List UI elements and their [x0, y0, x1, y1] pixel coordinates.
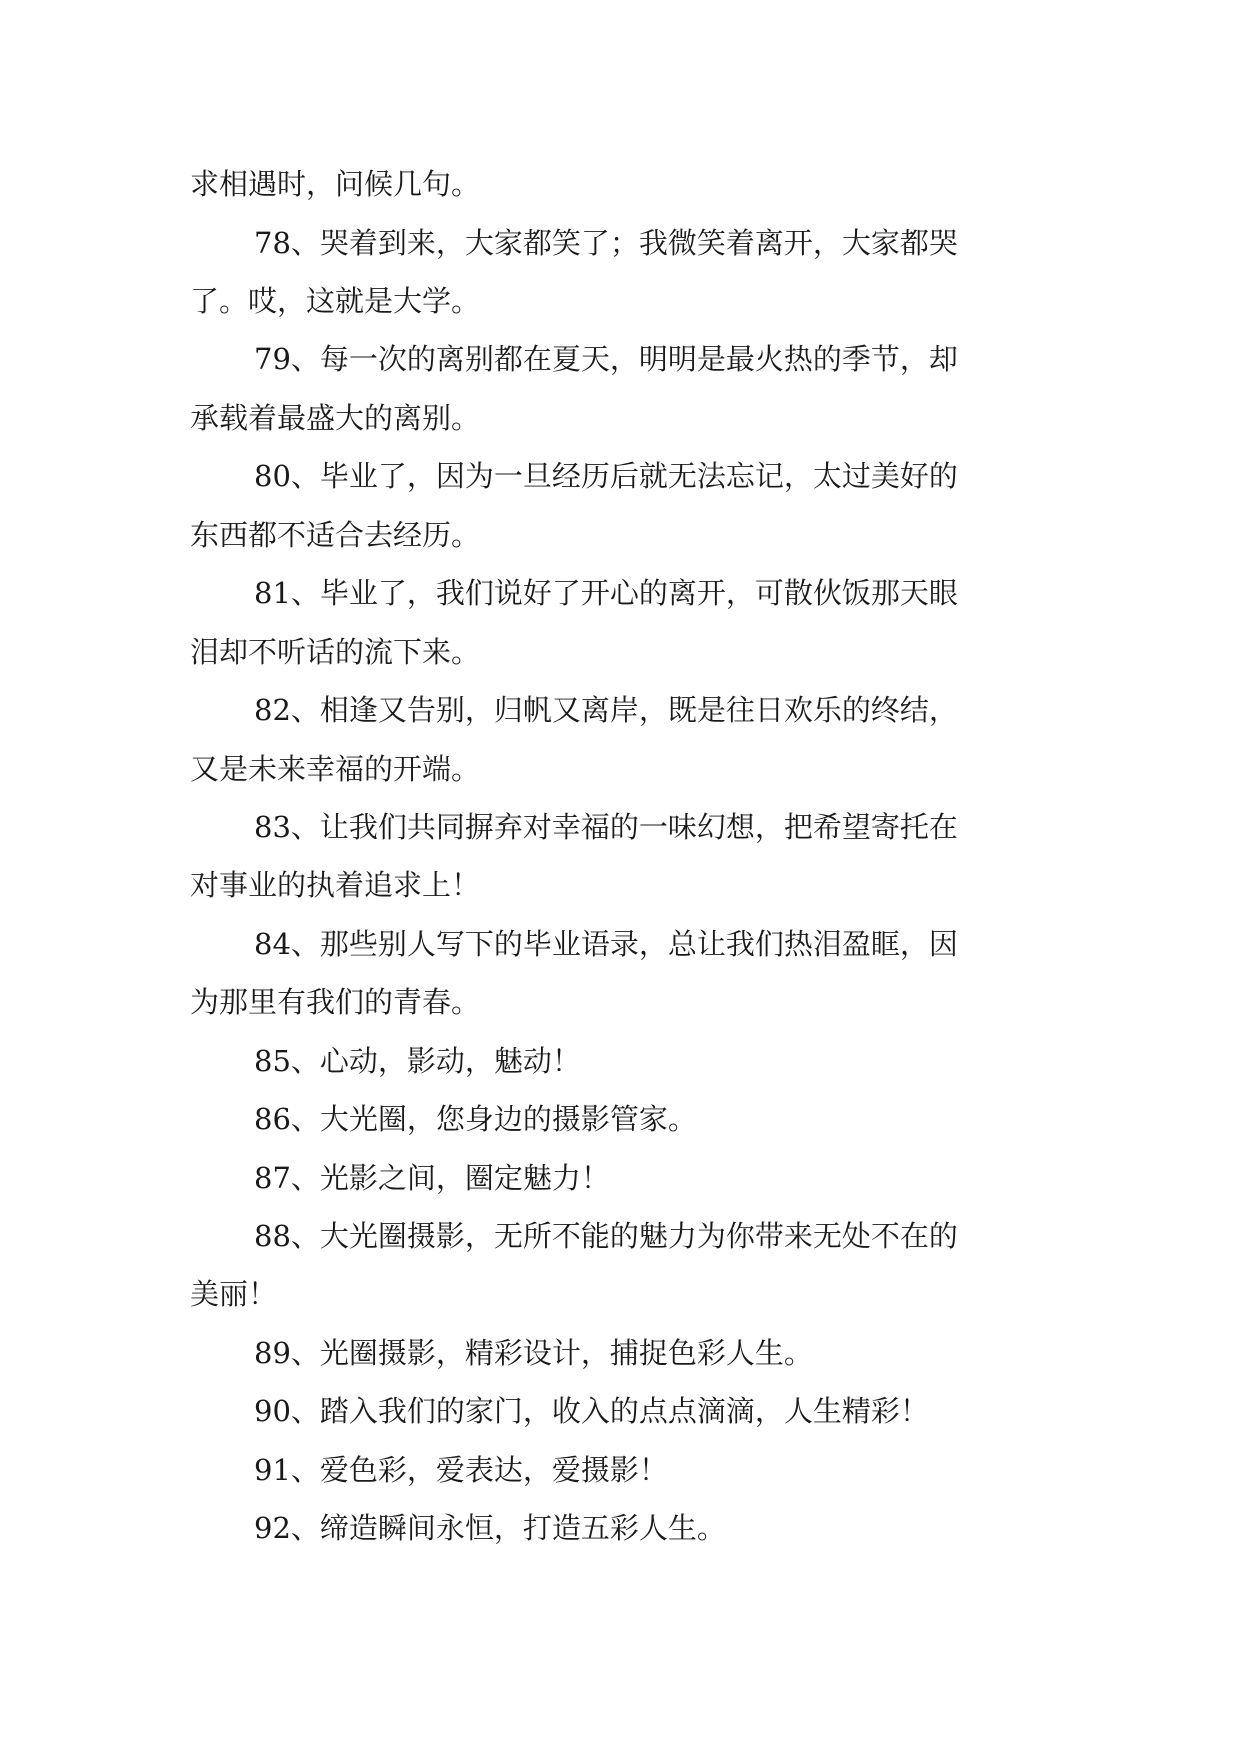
text-line: 87、光影之间，圈定魅力！ — [254, 1161, 610, 1195]
text-line: 美丽！ — [190, 1277, 278, 1311]
text-line: 89、光圈摄影，精彩设计，捕捉色彩人生。 — [254, 1336, 813, 1370]
text-line: 79、每一次的离别都在夏天，明明是最火热的季节，却 — [254, 342, 958, 376]
text-line: 82、相逢又告别，归帆又离岸，既是往日欢乐的终结， — [254, 693, 958, 727]
text-line: 78、哭着到来，大家都笑了；我微笑着离开，大家都哭 — [254, 226, 958, 260]
text-line: 了。哎，这就是大学。 — [190, 284, 481, 318]
text-line: 承载着最盛大的离别。 — [190, 401, 481, 435]
text-line: 85、心动，影动，魅动！ — [254, 1044, 581, 1078]
text-line: 83、让我们共同摒弃对幸福的一味幻想，把希望寄托在 — [254, 810, 958, 844]
text-line: 88、大光圈摄影，无所不能的魅力为你带来无处不在的 — [254, 1219, 958, 1253]
text-line: 对事业的执着追求上！ — [190, 868, 481, 902]
text-line: 90、踏入我们的家门，收入的点点滴滴，人生精彩！ — [254, 1394, 929, 1428]
text-line: 86、大光圈，您身边的摄影管家。 — [254, 1102, 697, 1136]
text-line: 求相遇时，问候几句。 — [190, 167, 481, 201]
text-line: 泪却不听话的流下来。 — [190, 635, 481, 669]
text-line: 80、毕业了，因为一旦经历后就无法忘记，太过美好的 — [254, 459, 958, 493]
text-line: 为那里有我们的青春。 — [190, 985, 481, 1019]
text-line: 91、爱色彩，爱表达，爱摄影！ — [254, 1453, 668, 1487]
text-line: 又是未来幸福的开端。 — [190, 752, 481, 786]
text-line: 东西都不适合去经历。 — [190, 518, 481, 552]
text-line: 84、那些别人写下的毕业语录，总让我们热泪盈眶，因 — [254, 927, 958, 961]
text-line: 81、毕业了，我们说好了开心的离开，可散伙饭那天眼 — [254, 576, 958, 610]
text-line: 92、缔造瞬间永恒，打造五彩人生。 — [254, 1511, 726, 1545]
